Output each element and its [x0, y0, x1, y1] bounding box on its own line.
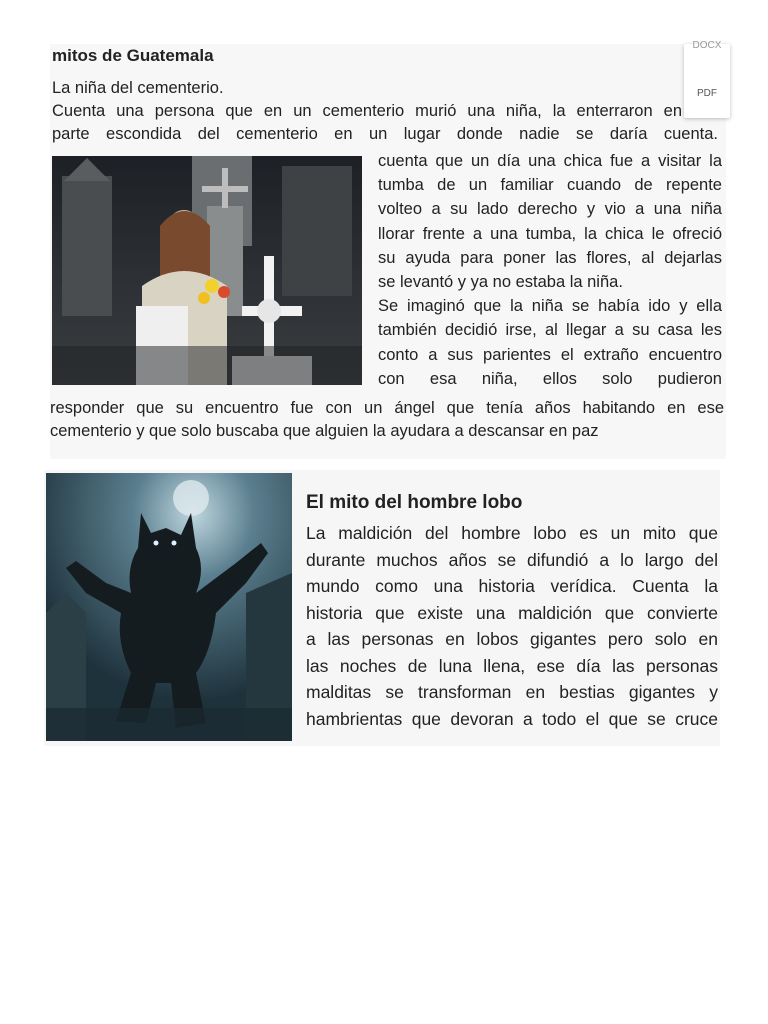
story-line: llorar frente a una tumba, la chica le ofreció	[378, 224, 722, 243]
werewolf-line: La maldición del hombre lobo es un mito que	[306, 523, 718, 543]
download-pdf-option[interactable]: PDF	[697, 88, 717, 99]
werewolf-line: mundo como una historia verídica. Cuenta la	[306, 576, 718, 596]
story-tail-line-1: responder que su encuentro fue con un ángel que tenía años habitando en ese	[50, 399, 724, 417]
story-subtitle: La niña del cementerio.	[52, 79, 224, 97]
download-docx-option[interactable]: DOCX	[692, 40, 722, 51]
werewolf-line: malditas se transforman en bestias gigantes y	[306, 682, 718, 702]
story-line: conto a sus parientes el extraño encuentro	[378, 345, 722, 364]
cemetery-girl-image	[52, 156, 362, 385]
werewolf-heading: El mito del hombre lobo	[306, 492, 523, 513]
werewolf-line: a las personas en lobos gigantes pero solo en	[306, 629, 718, 649]
wrapped-story-text	[378, 149, 722, 391]
story-line: también decidió irse, al llegar a su casa les	[378, 321, 722, 340]
story-line: volteo a su lado derecho y vio a una niña	[378, 200, 722, 219]
intro-line-2: parte escondida del cementerio en un lugar donde nadie se daría cuenta.	[52, 125, 718, 143]
story-line: su ayuda para poner las flores, al dejarlas	[378, 248, 722, 267]
story-tail-line-2: cementerio y que solo buscaba que alguien la ayudara a descansar en paz	[50, 422, 599, 440]
werewolf-line: las noches de luna llena, ese día las personas	[306, 655, 718, 676]
story-line: se levantó y ya no estaba la niña.	[378, 272, 623, 291]
werewolf-image	[46, 473, 292, 741]
werewolf-line: durante muchos años se difundió a lo largo del	[306, 549, 718, 570]
download-format-menu	[684, 40, 730, 118]
story-line: Se imaginó que la niña se había ido y ella	[378, 297, 722, 316]
werewolf-line: hambrientas que devoran a todo el que se cruce	[306, 708, 718, 729]
werewolf-line: historia que existe una maldición que convierte	[306, 602, 718, 623]
story-line: con esa niña, ellos solo pudieron	[378, 369, 722, 388]
story-line: cuenta que un día una chica fue a visitar la	[378, 152, 722, 170]
story-line: tumba de un familiar cuando de repente	[378, 176, 722, 195]
intro-line-1: Cuenta una persona que en un cementerio murió una niña, la enterraron en	[52, 102, 682, 120]
document-title: mitos de Guatemala	[52, 46, 214, 65]
werewolf-text	[306, 520, 718, 732]
